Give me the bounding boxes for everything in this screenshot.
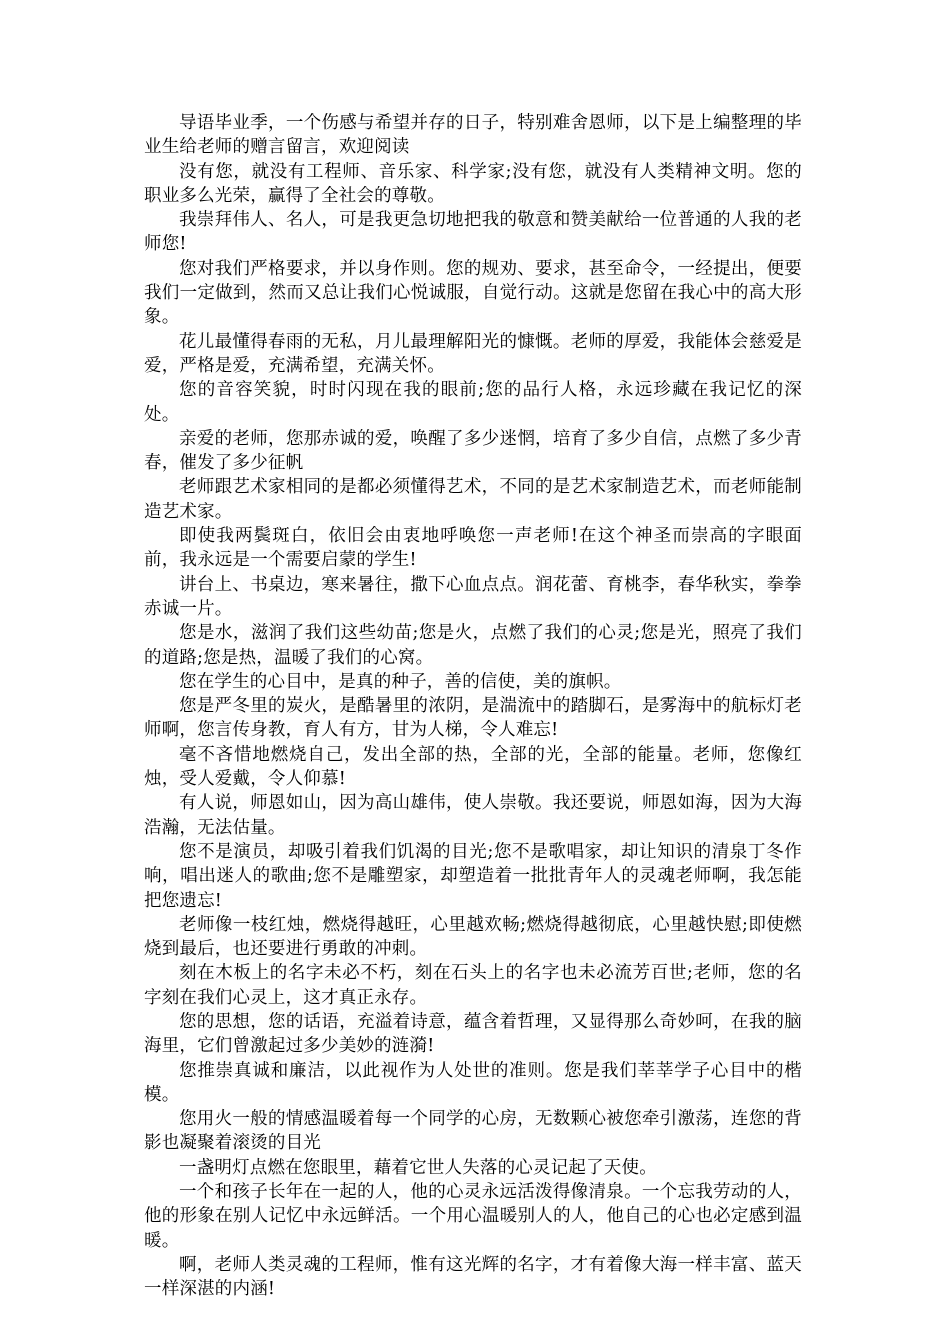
paragraph: 老师像一枝红烛，燃烧得越旺，心里越欢畅;燃烧得越彻底，心里越快慰;即使燃烧到最后，也还要进行勇敢的冲刺。 xyxy=(144,914,802,960)
paragraph: 一个和孩子长年在一起的人，他的心灵永远活泼得像清泉。一个忘我劳动的人，他的形象在别人记忆中永远鲜活。一个用心温暖别人的人，他自己的心也必定感到温暖。 xyxy=(144,1182,802,1251)
paragraph: 讲台上、书桌边，寒来暑往，撒下心血点点。润花蕾、育桃李，春华秋实，拳拳赤诚一片。 xyxy=(144,574,802,619)
paragraph: 您对我们严格要求，并以身作则。您的规劝、要求，甚至命令，一经提出，便要我们一定做到，然而又总让我们心悦诚服，自觉行动。这就是您留在我心中的高大形象。 xyxy=(144,258,802,328)
paragraph: 您的思想，您的话语，充溢着诗意，蕴含着哲理，又显得那么奇妙呵，在我的脑海里，它们曾激起过多少美妙的涟漪! xyxy=(144,1011,802,1057)
paragraph: 您是严冬里的炭火，是酷暑里的浓阴，是湍流中的踏脚石，是雾海中的航标灯老师啊，您言传身教，育人有方，甘为人梯，令人难忘! xyxy=(144,696,802,741)
paragraph: 花儿最懂得春雨的无私，月儿最理解阳光的慷慨。老师的厚爱，我能体会慈爱是爱，严格是爱，充满希望，充满关怀。 xyxy=(144,331,802,376)
paragraph: 刻在木板上的名字未必不朽，刻在石头上的名字也未必流芳百世;老师，您的名字刻在我们心灵上，这才真正永存。 xyxy=(144,963,802,1008)
paragraph: 毫不吝惜地燃烧自己，发出全部的热，全部的光，全部的能量。老师，您像红烛，受人爱戴，令人仰慕! xyxy=(144,744,802,790)
paragraph-intro: 导语毕业季，一个伤感与希望并存的日子，特别难舍恩师，以下是上编整理的毕业生给老师的赠言留言，欢迎阅读 xyxy=(144,113,802,158)
paragraph: 啊，老师人类灵魂的工程师，惟有这光辉的名字，才有着像大海一样丰富、蓝天一样深湛的内涵! xyxy=(144,1254,802,1300)
paragraph: 您推崇真诚和廉洁，以此视作为人处世的准则。您是我们莘莘学子心目中的楷模。 xyxy=(144,1060,802,1105)
paragraph: 有人说，师恩如山，因为高山雄伟，使人崇敬。我还要说，师恩如海，因为大海浩瀚，无法估量。 xyxy=(144,793,802,838)
paragraph: 您在学生的心目中，是真的种子，善的信使，美的旗帜。 xyxy=(179,671,622,692)
paragraph: 您的音容笑貌，时时闪现在我的眼前;您的品行人格，永远珍藏在我记忆的深处。 xyxy=(144,380,802,425)
paragraph: 老师跟艺术家相同的是都必须懂得艺术，不同的是艺术家制造艺术，而老师能制造艺术家。 xyxy=(144,477,802,522)
paragraph: 没有您，就没有工程师、音乐家、科学家;没有您，就没有人类精神文明。您的职业多么光荣，赢得了全社会的尊敬。 xyxy=(144,161,802,206)
paragraph: 即使我两鬓斑白，依旧会由衷地呼唤您一声老师!在这个神圣而崇高的字眼面前，我永远是一个需要启蒙的学生! xyxy=(144,526,802,571)
paragraph: 一盏明灯点燃在您眼里，藉着它世人失落的心灵记起了天使。 xyxy=(179,1157,657,1178)
paragraph: 您用火一般的情感温暖着每一个同学的心房，无数颗心被您牵引激荡，连您的背影也凝聚着滚烫的目光 xyxy=(144,1109,802,1154)
document-body xyxy=(144,111,802,1302)
paragraph: 我崇拜伟人、名人，可是我更急切地把我的敬意和赞美献给一位普通的人我的老师您! xyxy=(144,210,802,255)
paragraph: 亲爱的老师，您那赤诚的爱，唤醒了多少迷惘，培育了多少自信，点燃了多少青春，催发了多少征帆 xyxy=(144,428,802,474)
paragraph: 您是水，滋润了我们这些幼苗;您是火，点燃了我们的心灵;您是光，照亮了我们的道路;您是热，温暖了我们的心窝。 xyxy=(144,623,802,668)
paragraph: 您不是演员，却吸引着我们饥渴的目光;您不是歌唱家，却让知识的清泉丁冬作响，唱出迷人的歌曲;您不是雕塑家，却塑造着一批批青年人的灵魂老师啊，我怎能把您遗忘! xyxy=(144,841,802,911)
